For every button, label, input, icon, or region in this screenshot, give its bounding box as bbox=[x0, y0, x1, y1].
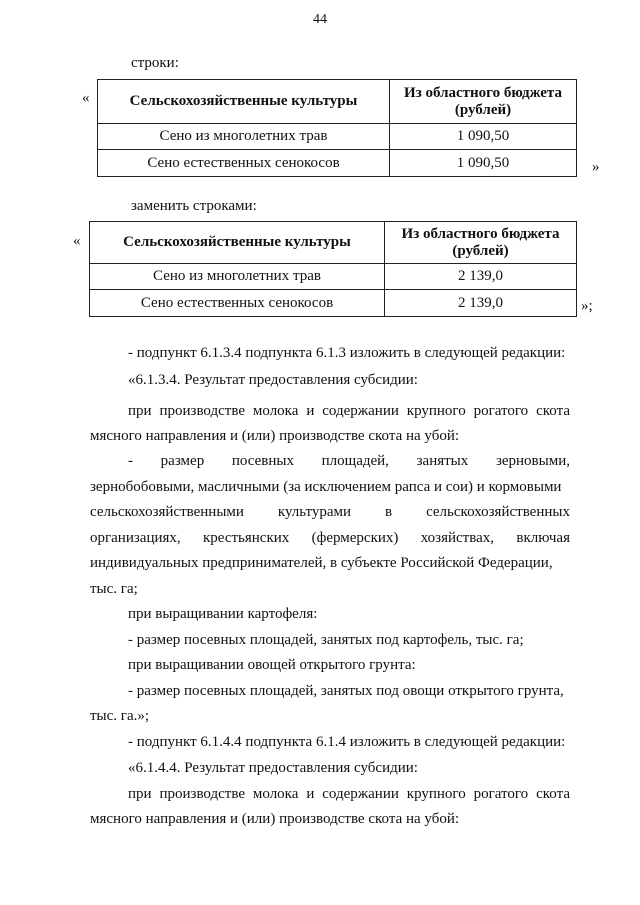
table-cell: Сено естественных сенокосов bbox=[98, 150, 390, 177]
word: скота bbox=[536, 403, 570, 419]
paragraph-line: при выращивании картофеля: bbox=[128, 606, 318, 622]
word: производстве bbox=[159, 786, 245, 802]
paragraph-line: - размер посевных площадей, занятых под картофель, тыс. га; bbox=[128, 632, 524, 648]
table-header-budget: Из областного бюджета (рублей) bbox=[385, 222, 577, 264]
paragraph-line-justified bbox=[90, 503, 570, 521]
paragraph-line-justified bbox=[128, 402, 570, 420]
table-old-rows bbox=[97, 79, 577, 177]
table-row bbox=[90, 264, 577, 290]
paragraph-line: тыс. га; bbox=[90, 581, 138, 597]
word: сельскохозяйственных bbox=[426, 504, 570, 520]
table-cell: 2 139,0 bbox=[385, 264, 577, 290]
paragraph-line: мясного направления и (или) производстве скота на убой: bbox=[90, 428, 460, 444]
word: занятых bbox=[416, 453, 469, 469]
table-cell: 1 090,50 bbox=[390, 124, 577, 150]
word: производстве bbox=[159, 403, 245, 419]
table-row bbox=[90, 290, 577, 317]
paragraph-line: - размер посевных площадей, занятых под овощи открытого грунта, bbox=[128, 683, 564, 699]
word: включая bbox=[516, 530, 570, 546]
table1-open-quote: « bbox=[82, 90, 90, 106]
table-cell: 1 090,50 bbox=[390, 150, 577, 177]
word: (фермерских) bbox=[311, 530, 399, 546]
paragraph-line: тыс. га.»; bbox=[90, 708, 150, 724]
paragraph-line: мясного направления и (или) производстве скота на убой: bbox=[90, 811, 460, 827]
paragraph-line: «6.1.3.4. Результат предоставления субсидии: bbox=[128, 372, 418, 388]
paragraph-line-justified bbox=[90, 529, 570, 547]
table-cell: 2 139,0 bbox=[385, 290, 577, 317]
word: размер bbox=[160, 453, 205, 469]
table2-open-quote: « bbox=[73, 233, 81, 249]
word: - bbox=[128, 453, 133, 469]
word: скота bbox=[536, 786, 570, 802]
word: организациях, bbox=[90, 530, 181, 546]
table-header-culture: Сельскохозяйственные культуры bbox=[98, 80, 390, 124]
word: при bbox=[128, 403, 152, 419]
paragraph-line: индивидуальных предпринимателей, в субъекте Российской Федерации, bbox=[90, 555, 553, 571]
word: молока bbox=[252, 786, 299, 802]
table-header-culture: Сельскохозяйственные культуры bbox=[90, 222, 385, 264]
word: при bbox=[128, 786, 152, 802]
intro-replace: заменить строками: bbox=[131, 198, 257, 214]
word: культурами bbox=[277, 504, 352, 520]
table-header-budget: Из областного бюджета (рублей) bbox=[390, 80, 577, 124]
word: содержании bbox=[322, 786, 399, 802]
word: и bbox=[306, 403, 315, 419]
intro-rows: строки: bbox=[131, 55, 179, 71]
table-header-row bbox=[90, 222, 577, 264]
paragraph-line-justified bbox=[128, 785, 570, 803]
word: рогатого bbox=[473, 403, 529, 419]
table-cell: Сено естественных сенокосов bbox=[90, 290, 385, 317]
table2-close-quote: »; bbox=[581, 298, 593, 314]
paragraph-line: - подпункт 6.1.3.4 подпункта 6.1.3 изложить в следующей редакции: bbox=[128, 345, 566, 361]
paragraph-line: - подпункт 6.1.4.4 подпункта 6.1.4 изложить в следующей редакции: bbox=[128, 734, 566, 750]
word: крупного bbox=[406, 786, 466, 802]
word: зерновыми, bbox=[495, 453, 570, 469]
paragraph-line: зернобобовыми, масличными (за исключением рапса и сои) и кормовыми bbox=[90, 479, 562, 495]
table-row bbox=[98, 124, 577, 150]
paragraph-line: «6.1.4.4. Результат предоставления субсидии: bbox=[128, 760, 418, 776]
paragraph-line-justified bbox=[128, 452, 570, 470]
word: молока bbox=[252, 403, 299, 419]
paragraph-line: при выращивании овощей открытого грунта: bbox=[128, 657, 416, 673]
word: крупного bbox=[406, 403, 466, 419]
word: рогатого bbox=[473, 786, 529, 802]
word: крестьянских bbox=[203, 530, 290, 546]
table-cell: Сено из многолетних трав bbox=[98, 124, 390, 150]
page-number: 44 bbox=[313, 12, 327, 27]
word: площадей, bbox=[321, 453, 389, 469]
word: посевных bbox=[231, 453, 294, 469]
table-header-row bbox=[98, 80, 577, 124]
word: хозяйствах, bbox=[420, 530, 495, 546]
table-cell: Сено из многолетних трав bbox=[90, 264, 385, 290]
word: и bbox=[306, 786, 315, 802]
word: сельскохозяйственными bbox=[90, 504, 244, 520]
word: в bbox=[385, 504, 393, 520]
word: содержании bbox=[322, 403, 399, 419]
table-row bbox=[98, 150, 577, 177]
table1-close-quote: » bbox=[592, 159, 600, 175]
table-new-rows bbox=[89, 221, 577, 317]
